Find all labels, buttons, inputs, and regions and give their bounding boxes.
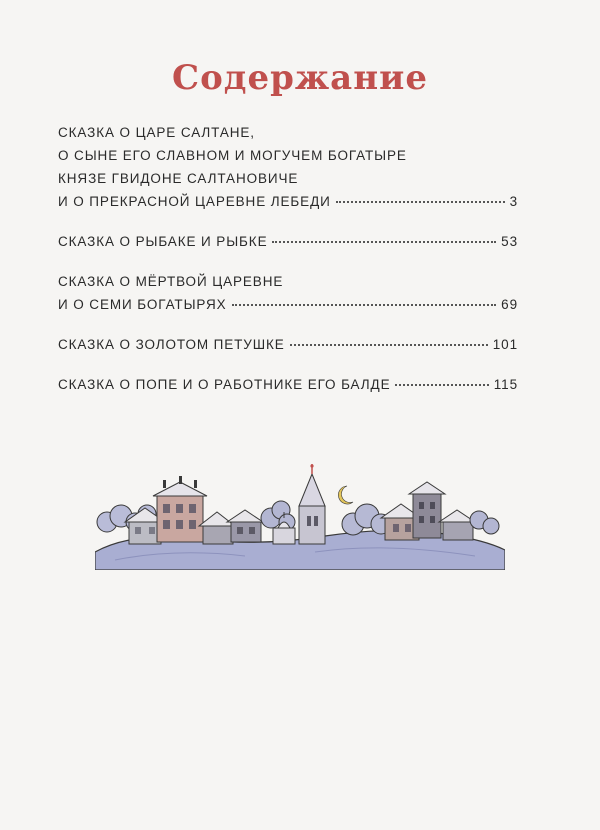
toc-entry[interactable] [58, 373, 518, 396]
toc-entry-title-line: СКАЗКА О ЦАРЕ САЛТАНЕ, [58, 125, 255, 140]
page-number: 69 [501, 297, 518, 312]
toc-entry[interactable] [58, 121, 518, 213]
toc-entry[interactable] [58, 230, 518, 253]
page-number: 115 [493, 377, 518, 392]
dot-leader [336, 201, 505, 203]
dot-leader [232, 304, 497, 306]
toc-entry-title-line: И О СЕМИ БОГАТЫРЯХ [58, 297, 227, 312]
toc-entry-last-line [58, 190, 518, 213]
dot-leader [272, 241, 496, 243]
toc-entry-title-line: И О ПРЕКРАСНОЙ ЦАРЕВНЕ ЛЕБЕДИ [58, 194, 331, 209]
toc-entry-title-line: О СЫНЕ ЕГО СЛАВНОМ И МОГУЧЕМ БОГАТЫРЕ [58, 148, 407, 163]
toc-entry-title-line: КНЯЗЕ ГВИДОНЕ САЛТАНОВИЧЕ [58, 171, 299, 186]
toc-entry-last-line [58, 333, 518, 356]
page-title: Содержание [172, 58, 428, 98]
winter-town-illustration-icon [95, 460, 505, 570]
toc-entry-title-line: СКАЗКА О РЫБАКЕ И РЫБКЕ [58, 234, 268, 249]
toc-entry-last-line [58, 293, 518, 316]
toc-entry-title-line: СКАЗКА О ПОПЕ И О РАБОТНИКЕ ЕГО БАЛДЕ [58, 377, 391, 392]
page-number: 53 [501, 234, 518, 249]
dot-leader [395, 384, 488, 386]
toc-entry-last-line [58, 373, 518, 396]
page-number: 3 [509, 194, 518, 209]
table-of-contents [58, 121, 518, 413]
dot-leader [290, 344, 488, 346]
toc-entry[interactable] [58, 333, 518, 356]
toc-entry[interactable] [58, 270, 518, 316]
toc-entry-last-line [58, 230, 518, 253]
toc-entry-title-line: СКАЗКА О ЗОЛОТОМ ПЕТУШКЕ [58, 337, 285, 352]
page-number: 101 [492, 337, 518, 352]
toc-entry-title-line: СКАЗКА О МЁРТВОЙ ЦАРЕВНЕ [58, 274, 284, 289]
